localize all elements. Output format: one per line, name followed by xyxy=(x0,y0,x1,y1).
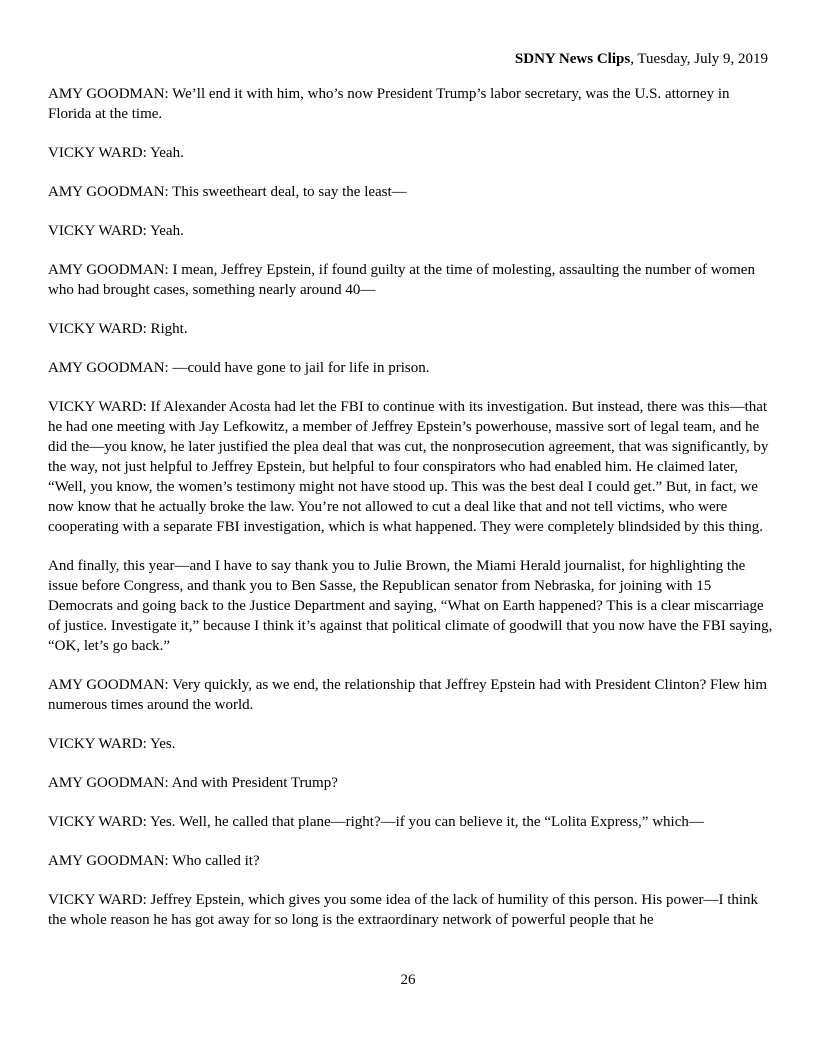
header-date: , Tuesday, July 9, 2019 xyxy=(630,51,768,67)
publication-name: SDNY News Clips xyxy=(514,51,631,67)
transcript-paragraph: AMY GOODMAN: Very quickly, as we end, the relationship that Jeffrey Epstein had with President Clinton? Flew him numerous times around the world. xyxy=(48,677,768,713)
transcript-paragraph: AMY GOODMAN: —could have gone to jail for life in prison. xyxy=(48,360,430,376)
transcript-paragraph: AMY GOODMAN: We’ll end it with him, who’s now President Trump’s labor secretary, was the U.S. attorney in Florida at the time. xyxy=(48,86,730,122)
transcript-paragraph: And finally, this year—and I have to say thank you to Julie Brown, the Miami Herald journalist, for highlighting the issue before Congress, and thank you to Ben Sasse, the Republican senator from Nebraska, for joining with 15 Democrats and going back to the Justice Department and saying, “What on Earth happened? This is a clear miscarriage of justice. Investigate it,” because I think it’s against that political climate of goodwill that you now have the FBI saying, “OK, let’s go back.” xyxy=(48,558,773,654)
transcript-paragraph: VICKY WARD: Yeah. xyxy=(48,145,184,161)
transcript-paragraph: VICKY WARD: Jeffrey Epstein, which gives you some idea of the lack of humility of this person. His power—I think the whole reason he has got away for so long is the extraordinary network of powerful people that he xyxy=(48,892,759,928)
transcript-body xyxy=(48,84,773,949)
transcript-paragraph: VICKY WARD: If Alexander Acosta had let the FBI to continue with its investigation. But instead, there was this—that he had one meeting with Jay Lefkowitz, a member of Jeffrey Epstein’s powerhouse, massive sort of legal team, and he did the—you know, he later justified the plea deal that was cut, the nonprosecution agreement, that was significantly, by the way, not just helpful to Jeffrey Epstein, but helpful to four conspirators who had enabled him. He claimed later, “Well, you know, the women’s testimony might not have stood up. This was the best deal I could get.” But, in fact, we now know that he actually broke the law. You’re not allowed to cut a deal like that and not tell victims, who were cooperating with a separate FBI investigation, which is what happened. They were completely blindsided by this thing. xyxy=(48,399,769,535)
page-header xyxy=(515,49,768,69)
transcript-paragraph: AMY GOODMAN: Who called it? xyxy=(48,853,260,869)
transcript-paragraph: AMY GOODMAN: And with President Trump? xyxy=(48,775,338,791)
page-number: 26 xyxy=(400,972,416,988)
transcript-paragraph: VICKY WARD: Yeah. xyxy=(48,223,184,239)
transcript-paragraph: VICKY WARD: Right. xyxy=(48,321,188,337)
transcript-paragraph: AMY GOODMAN: I mean, Jeffrey Epstein, if found guilty at the time of molesting, assaulting the number of women who had brought cases, something nearly around 40— xyxy=(48,262,755,298)
transcript-paragraph: AMY GOODMAN: This sweetheart deal, to say the least— xyxy=(48,184,407,200)
transcript-paragraph: VICKY WARD: Yes. Well, he called that plane—right?—if you can believe it, the “Lolita Express,” which— xyxy=(48,814,704,830)
transcript-paragraph: VICKY WARD: Yes. xyxy=(48,736,176,752)
